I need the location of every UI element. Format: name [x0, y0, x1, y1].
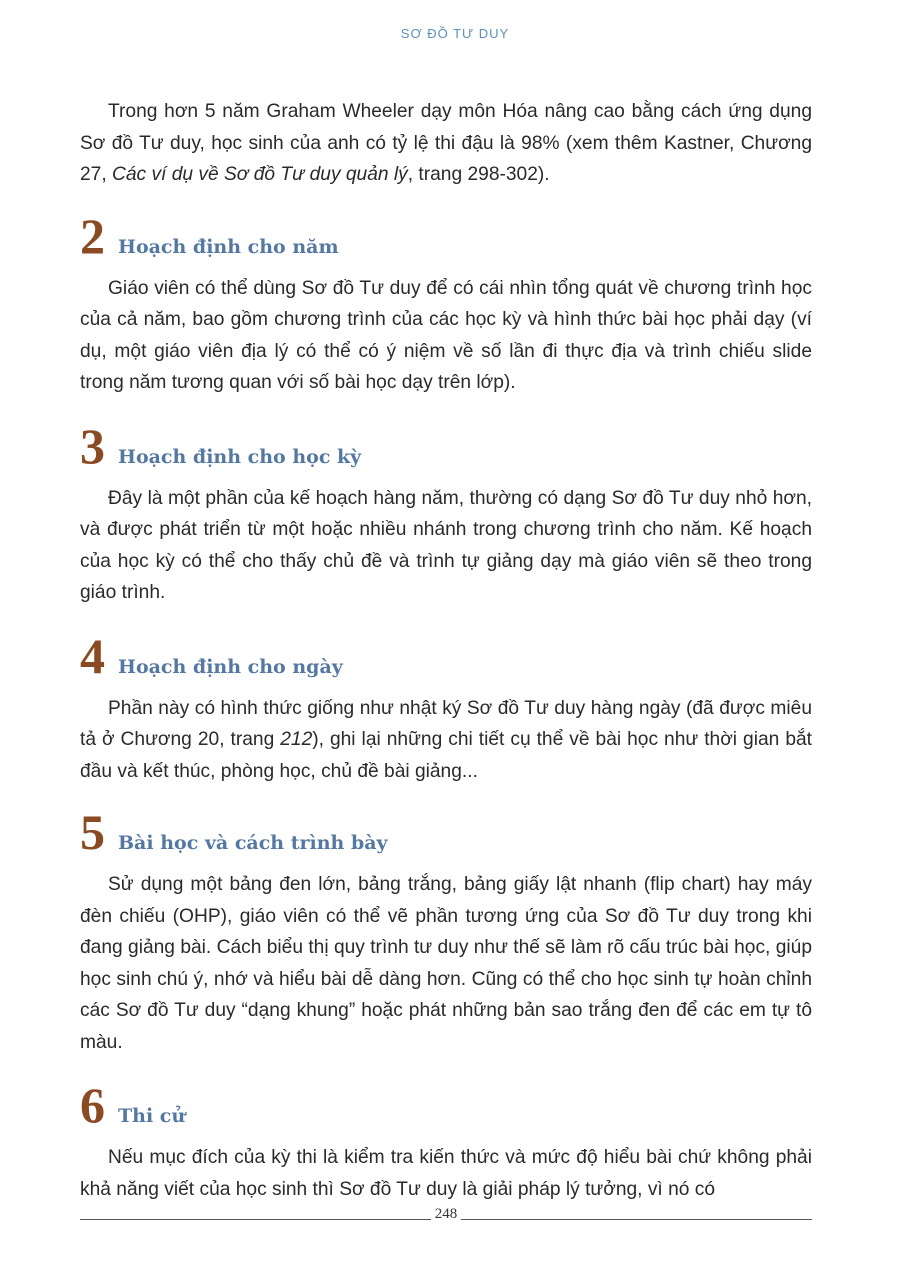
section-body-4: [80, 693, 812, 788]
body-text-end: ), ghi lại những chi tiết cụ thể về bài học như thời gian bắt đầu và kết thúc, phòng học, chủ đề bài giảng...: [80, 729, 812, 782]
section-number: 3: [80, 417, 105, 474]
section-body-5: Sử dụng một bảng đen lớn, bảng trắng, bảng giấy lật nhanh (flip chart) hay máy đèn chiếu (OHP), giáo viên có thể vẽ phần tương ứng của Sơ đồ Tư duy trong khi đang giảng bài. Cách biểu thị quy trình tư duy như thế sẽ làm rõ cấu trúc bài học, giúp học sinh chú ý, nhớ và hiểu bài dễ dàng hơn. Cũng có thể cho học sinh tự hoàn chỉnh các Sơ đồ Tư duy “dạng khung” hoặc phát những bản sao trắng đen để các em tự tô màu.: [80, 874, 812, 1053]
section-heading-6: [80, 1077, 812, 1142]
page-content: [80, 96, 812, 1205]
section-body-6: Nếu mục đích của kỳ thi là kiểm tra kiến thức và mức độ hiểu bài chứ không phải khả năng viết của học sinh thì Sơ đồ Tư duy là giải pháp lý tưởng, vì nó có: [80, 1147, 812, 1200]
section-heading-5: [80, 804, 812, 869]
section-heading-2: [80, 207, 812, 273]
body-text: Phần này có hình thức giống như nhật ký Sơ đồ Tư duy hàng ngày (đã được miêu tả ở Chương 20, trang: [80, 697, 812, 750]
section-title: Hoạch định cho học kỳ: [118, 445, 362, 468]
section-number: 2: [80, 207, 105, 264]
intro-text: Trong hơn 5 năm Graham Wheeler dạy môn Hóa nâng cao bằng cách ứng dụng Sơ đồ Tư duy, học sinh của anh có tỷ lệ thi đậu là 98% (xem thêm Kastner, Chương 27,: [80, 101, 812, 185]
page-reference: 212: [280, 729, 313, 750]
section-title: Hoạch định cho ngày: [118, 655, 343, 678]
page-number: 248: [434, 1206, 458, 1222]
intro-paragraph: [80, 96, 812, 191]
section-title: Bài học và cách trình bày: [118, 832, 388, 854]
footer-rule-right: [461, 1219, 812, 1220]
section-title: Hoạch định cho năm: [118, 235, 339, 258]
section-heading-4: [80, 627, 812, 693]
section-title: Thi cử: [118, 1105, 186, 1127]
section-number: 6: [80, 1077, 105, 1133]
footer-rule-left: [80, 1219, 431, 1220]
section-number: 5: [80, 804, 105, 860]
section-body-2: Giáo viên có thể dùng Sơ đồ Tư duy để có cái nhìn tổng quát về chương trình học của cả năm, bao gồm chương trình của các học kỳ và hình thức bài học phải dạy (ví dụ, một giáo viên địa lý có thể có ý niệm về số lần đi thực địa và trình chiếu slide trong năm tương quan với số bài học dạy trên lớp).: [80, 277, 812, 393]
section-number: 4: [80, 627, 105, 684]
page-footer: [80, 1206, 812, 1223]
intro-book-title: Các ví dụ về Sơ đồ Tư duy quản lý: [112, 164, 408, 185]
intro-text-end: , trang 298-302).: [407, 164, 550, 185]
section-body-3: Đây là một phần của kế hoạch hàng năm, thường có dạng Sơ đồ Tư duy nhỏ hơn, và được phát triển từ một hoặc nhiều nhánh trong chương trình cho năm. Kế hoạch của học kỳ có thể cho thấy chủ đề và trình tự giảng dạy mà giáo viên sẽ theo trong giáo trình.: [80, 487, 812, 603]
running-head: SƠ ĐỒ TƯ DUY: [400, 26, 510, 41]
section-heading-3: [80, 417, 812, 483]
